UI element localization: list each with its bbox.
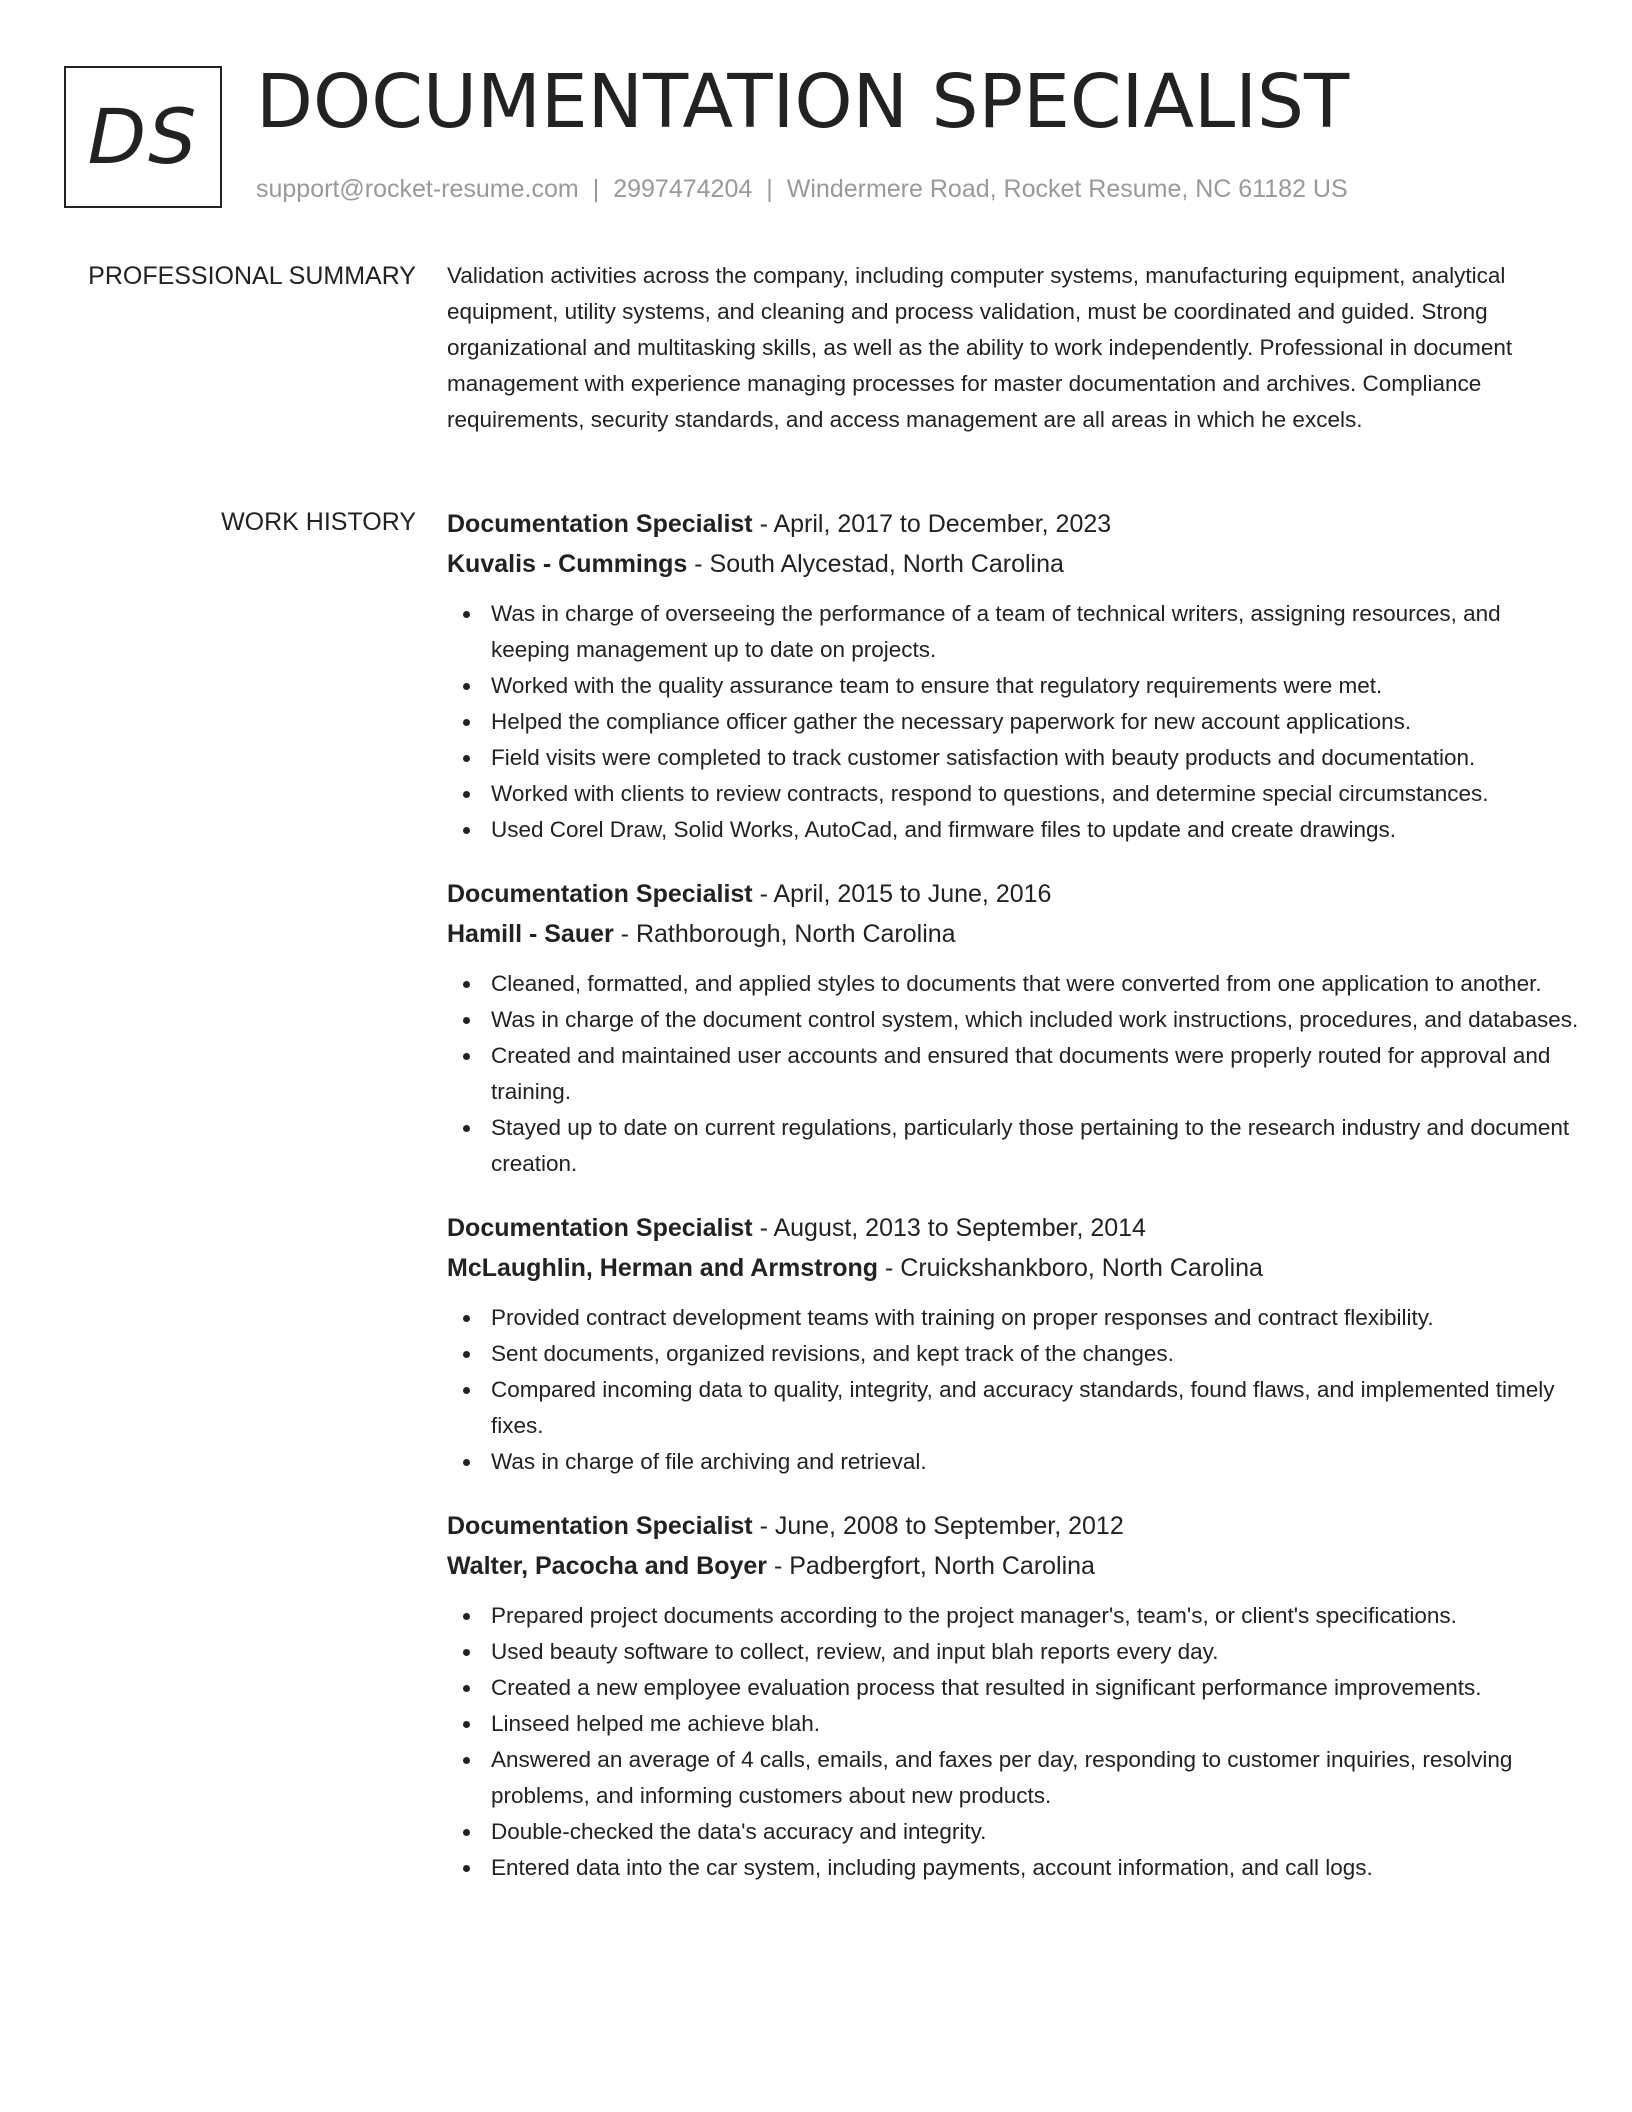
job-entry xyxy=(447,504,1582,848)
job-bullets xyxy=(447,1300,1582,1480)
job-company-line xyxy=(447,1546,1582,1586)
job-bullet-item: Prepared project documents according to the project manager's, team's, or client's specifications. xyxy=(447,1598,1582,1634)
job-bullet-item: Was in charge of file archiving and retrieval. xyxy=(447,1444,1582,1480)
section-label-summary: PROFESSIONAL SUMMARY xyxy=(88,262,416,290)
job-location: - Padbergfort, North Carolina xyxy=(767,1552,1095,1580)
job-dates: - June, 2008 to September, 2012 xyxy=(752,1512,1124,1540)
resume-header xyxy=(64,59,1584,211)
job-bullet-item: Sent documents, organized revisions, and kept track of the changes. xyxy=(447,1336,1582,1372)
job-bullets xyxy=(447,1598,1582,1886)
job-bullet-item: Worked with clients to review contracts, respond to questions, and determine special circumstances. xyxy=(447,776,1582,812)
contact-line xyxy=(256,174,1348,204)
job-company: McLaughlin, Herman and Armstrong xyxy=(447,1254,879,1282)
job-bullet-item: Used beauty software to collect, review, and input blah reports every day. xyxy=(447,1634,1582,1670)
job-bullet-item: Linseed helped me achieve blah. xyxy=(447,1706,1582,1742)
job-company: Kuvalis - Cummings xyxy=(447,550,688,578)
job-title: Documentation Specialist xyxy=(447,1214,753,1242)
job-title-line xyxy=(447,504,1582,544)
job-bullet-item: Field visits were completed to track customer satisfaction with beauty products and documentation. xyxy=(447,740,1582,776)
job-bullet-item: Entered data into the car system, including payments, account information, and call logs. xyxy=(447,1850,1582,1886)
job-bullet-item: Compared incoming data to quality, integrity, and accuracy standards, found flaws, and implemented timely fixes. xyxy=(447,1372,1582,1444)
section-label-work-history: WORK HISTORY xyxy=(221,508,416,536)
job-dates: - April, 2017 to December, 2023 xyxy=(752,510,1112,538)
jobs-list xyxy=(447,504,1582,1912)
job-bullet-item: Was in charge of overseeing the performance of a team of technical writers, assigning resources, and keeping management up to date on projects. xyxy=(447,596,1582,668)
job-location: - Rathborough, North Carolina xyxy=(613,920,956,948)
job-company: Walter, Pacocha and Boyer xyxy=(447,1552,768,1580)
job-entry xyxy=(447,1208,1582,1480)
job-bullet-item: Answered an average of 4 calls, emails, and faxes per day, responding to customer inquiries, resolving problems, and informing customers about new products. xyxy=(447,1742,1582,1814)
job-dates: - August, 2013 to September, 2014 xyxy=(752,1214,1146,1242)
monogram-initials: DS xyxy=(87,92,199,181)
job-title-line xyxy=(447,1208,1582,1248)
contact-phone: 2997474204 xyxy=(613,175,753,203)
job-company-line xyxy=(447,914,1582,954)
contact-address: Windermere Road, Rocket Resume, NC 61182 US xyxy=(786,175,1348,203)
job-title-line xyxy=(447,1506,1582,1546)
job-bullet-item: Cleaned, formatted, and applied styles to documents that were converted from one application to another. xyxy=(447,966,1582,1002)
job-location: - Cruickshankboro, North Carolina xyxy=(878,1254,1263,1282)
job-bullet-item: Created a new employee evaluation process that resulted in significant performance improvements. xyxy=(447,1670,1582,1706)
job-bullet-item: Double-checked the data's accuracy and integrity. xyxy=(447,1814,1582,1850)
job-company: Hamill - Sauer xyxy=(447,920,614,948)
job-bullet-item: Stayed up to date on current regulations, particularly those pertaining to the research industry and document creation. xyxy=(447,1110,1582,1182)
monogram-box xyxy=(64,66,222,208)
job-title: Documentation Specialist xyxy=(447,510,753,538)
contact-email: support@rocket-resume.com xyxy=(256,175,579,203)
job-bullet-item: Worked with the quality assurance team to ensure that regulatory requirements were met. xyxy=(447,668,1582,704)
job-title-line xyxy=(447,874,1582,914)
job-entry xyxy=(447,1506,1582,1886)
job-bullet-item: Provided contract development teams with training on proper responses and contract flexibility. xyxy=(447,1300,1582,1336)
job-company-line xyxy=(447,1248,1582,1288)
job-bullet-item: Helped the compliance officer gather the necessary paperwork for new account applications. xyxy=(447,704,1582,740)
job-company-line xyxy=(447,544,1582,584)
job-bullet-item: Was in charge of the document control system, which included work instructions, procedures, and databases. xyxy=(447,1002,1582,1038)
job-bullet-item: Created and maintained user accounts and ensured that documents were properly routed for approval and training. xyxy=(447,1038,1582,1110)
job-title: Documentation Specialist xyxy=(447,880,753,908)
job-bullet-item: Used Corel Draw, Solid Works, AutoCad, and firmware files to update and create drawings. xyxy=(447,812,1582,848)
resume-title: DOCUMENTATION SPECIALIST xyxy=(256,59,1350,145)
job-title: Documentation Specialist xyxy=(447,1512,753,1540)
job-entry xyxy=(447,874,1582,1182)
summary-text: Validation activities across the company, including computer systems, manufacturing equipment, analytical equipment, utility systems, and cleaning and process validation, must be coordinated and guided. Strong organizational and multitasking skills, as well as the ability to work independently. Professional in document management with experience managing processes for master documentation and archives. Compliance requirements, security standards, and access management are all areas in which he excels. xyxy=(447,263,1513,432)
job-bullets xyxy=(447,966,1582,1182)
job-location: - South Alycestad, North Carolina xyxy=(687,550,1064,578)
contact-separator: | xyxy=(592,175,600,203)
job-bullets xyxy=(447,596,1582,848)
contact-separator: | xyxy=(766,175,773,203)
job-dates: - April, 2015 to June, 2016 xyxy=(752,880,1052,908)
